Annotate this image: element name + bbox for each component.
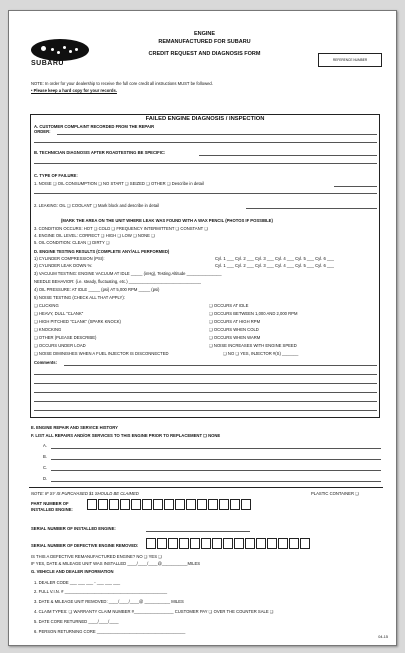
- comments-line[interactable]: [34, 374, 377, 375]
- leak-detail-line[interactable]: [246, 208, 377, 209]
- failed-engine-diagnosis-section: [30, 114, 380, 418]
- section-b-label: B. TECHNICIAN DIAGNOSIS AFTER ROADTESTING BE SPECIFIC:: [34, 150, 166, 155]
- entry-box[interactable]: [131, 499, 141, 510]
- keep-copy-note: • Please keep a hard copy for your records.: [31, 88, 117, 93]
- failure-type-leak-row[interactable]: 2. LEAKING: OIL ❑ COOLANT ❑ Mark block and describe in detail: [34, 203, 160, 208]
- section-a-order-label: ORDER:: [34, 129, 51, 134]
- entry-box[interactable]: [230, 499, 240, 510]
- section-c-label: C. TYPE OF FAILURE:: [34, 173, 78, 178]
- page-number: 04-15: [378, 635, 388, 639]
- section-e-label: E. ENGINE REPAIR AND SERVICE HISTORY: [31, 425, 118, 430]
- entry-box[interactable]: [120, 499, 130, 510]
- entry-box[interactable]: [157, 538, 167, 549]
- entry-box[interactable]: [142, 499, 152, 510]
- plastic-container-checkbox[interactable]: PLASTIC CONTAINER ❑: [311, 491, 359, 496]
- entry-box[interactable]: [278, 538, 288, 549]
- oil-level-row[interactable]: 4. ENGINE OIL LEVEL: CORRECT ❑ HIGH ❑ LOW ❑ NONE ❑: [34, 233, 155, 238]
- noise-detail-line[interactable]: [334, 186, 377, 187]
- section-a-label: A. CUSTOMER COMPLAINT RECORDED FROM THE REPAIR: [34, 124, 155, 129]
- entry-box[interactable]: [245, 538, 255, 549]
- compression-cylinders[interactable]: Cyl. 1 ___ Cyl. 2 ___ Cyl. 3 ___ Cyl. 4 ___ Cyl. 5 ___ Cyl. 6 ___: [215, 256, 334, 261]
- entry-box[interactable]: [146, 538, 156, 549]
- entry-box[interactable]: [234, 538, 244, 549]
- diagnosis-line-1[interactable]: [199, 155, 377, 156]
- entry-box[interactable]: [256, 538, 266, 549]
- purchase-note: NOTE: IF SY IS PURCHASED $1 SHOULD BE CLAIMED: [31, 491, 139, 496]
- noise-option-left[interactable]: ❑ HEAVY, DULL "CLANK": [34, 311, 84, 316]
- form-page: [8, 10, 397, 646]
- section-f-label[interactable]: F. LIST ALL REPAIRS AND/OR SERVICES TO THIS ENGINE PRIOR TO REPLACEMENT ❑ NONE: [31, 433, 221, 438]
- noise-option-right[interactable]: ❑ OCCURS BETWEEN 1,000 AND 2,000 RPM: [209, 311, 298, 316]
- header-line-1: ENGINE: [193, 31, 216, 37]
- vacuum-testing-row[interactable]: 3) VACUUM TESTING: ENGINE VACUUM AT IDLE _____ (inHg), Testing Altitude _______________: [34, 271, 222, 276]
- part-number-label-2: INSTALLED ENGINE:: [31, 507, 73, 512]
- entry-box[interactable]: [219, 499, 229, 510]
- entry-box[interactable]: [153, 499, 163, 510]
- serial-installed-label: SERIAL NUMBER OF INSTALLED ENGINE:: [31, 526, 116, 531]
- entry-box[interactable]: [98, 499, 108, 510]
- noise-option-right[interactable]: ❑ OCCURS WHEN COLD: [209, 327, 259, 332]
- entry-box[interactable]: [186, 499, 196, 510]
- noise-option-left[interactable]: ❑ KNOCKING: [34, 327, 62, 332]
- oil-pressure-row[interactable]: 4) OIL PRESSURE: AT IDLE _____ (psi) AT 5,000 RPM _____ (psi): [34, 287, 160, 292]
- diagnosis-line-2[interactable]: [34, 163, 377, 164]
- entry-box[interactable]: [208, 499, 218, 510]
- repair-letter: D.: [43, 476, 48, 481]
- complaint-line-1[interactable]: [57, 134, 377, 135]
- repair-line[interactable]: [51, 459, 381, 460]
- repair-line[interactable]: [51, 470, 381, 471]
- reference-number-box[interactable]: REFERENCE NUMBER: [318, 53, 382, 67]
- compression-label: 1) CYLINDER COMPRESSION (PSI):: [34, 256, 105, 261]
- comments-line[interactable]: [34, 410, 377, 411]
- entry-box[interactable]: [179, 538, 189, 549]
- entry-box[interactable]: [197, 499, 207, 510]
- noise-option-right[interactable]: ❑ OCCURS AT HIGH RPM: [209, 319, 261, 324]
- noise-option-right[interactable]: ❑ NO ❑ YES, INJECTOR #(S) _______: [223, 351, 299, 356]
- entry-box[interactable]: [87, 499, 97, 510]
- entry-box[interactable]: [300, 538, 310, 549]
- noise-option-right[interactable]: ❑ NOISE INCREASES WITH ENGINE SPEED: [209, 343, 297, 348]
- condition-occurs-row[interactable]: 3. CONDITION OCCURS: HOT ❑ COLD ❑ FREQUENCY INTERMITTENT ❑ CONSTANT ❑: [34, 226, 208, 231]
- serial-installed-line[interactable]: [146, 531, 250, 532]
- noise-option-right[interactable]: ❑ OCCURS WHEN WARM: [209, 335, 261, 340]
- section-divider: [29, 487, 383, 488]
- noise-testing-label: 5) NOISE TESTING (CHECK ALL THAT APPLY):: [34, 295, 125, 300]
- install-date-row[interactable]: IF YES, DATE & MILEAGE UNIT WAS INSTALLED ____/____/____@___________MILES: [31, 561, 201, 566]
- entry-box[interactable]: [267, 538, 277, 549]
- section-d-label: D. ENGINE TESTING RESULTS (COMPLETE ANY/ALL PERFORMED): [34, 249, 170, 254]
- diagnosis-title: FAILED ENGINE DIAGNOSIS / INSPECTION: [145, 116, 265, 122]
- noise-option-left[interactable]: ❑ CLICKING: [34, 303, 59, 308]
- entry-box[interactable]: [190, 538, 200, 549]
- noise-option-left[interactable]: ❑ HIGH PITCHED "CLANK" (SPARK KNOCK): [34, 319, 121, 324]
- needle-behavior-row[interactable]: NEEDLE BEHAVIOR: (i.e. steady, fluctuating, etc.) _______________________________: [34, 279, 201, 284]
- brand-name: SUBARU: [31, 60, 64, 67]
- entry-box[interactable]: [168, 538, 178, 549]
- claim-types-row[interactable]: 4. CLAIM TYPES: ❑ WARRANTY CLAIM NUMBER #_________________ CUSTOMER PAY ❑ OVER THE COUNTER SALE ❑: [34, 609, 274, 614]
- person-returning-row[interactable]: 6. PERSON RETURNING CORE ______________________________________: [34, 629, 186, 634]
- section-g-label: G. VEHICLE AND DEALER INFORMATION: [31, 569, 114, 574]
- failure-line-2[interactable]: [34, 193, 377, 194]
- comments-line[interactable]: [34, 383, 377, 384]
- comments-line[interactable]: [64, 365, 377, 366]
- entry-box[interactable]: [223, 538, 233, 549]
- subaru-stars-icon: [31, 39, 89, 61]
- entry-box[interactable]: [109, 499, 119, 510]
- noise-option-left[interactable]: ❑ OCCURS UNDER LOAD: [34, 343, 86, 348]
- repair-line[interactable]: [51, 481, 381, 482]
- vin-row[interactable]: 2. FULL V.I.N. # ____________________________________________: [34, 589, 168, 594]
- entry-box[interactable]: [175, 499, 185, 510]
- repair-letter: C.: [43, 465, 48, 470]
- noise-option-left[interactable]: ❑ OTHER (PLEASE DESCRIBE): [34, 335, 97, 340]
- dealer-code-row[interactable]: 1. DEALER CODE ___ ___ ___ - ___ ___ ___: [34, 580, 121, 585]
- complaint-line-2[interactable]: [34, 142, 377, 143]
- failure-type-noise-row[interactable]: 1. NOISE ❑ OIL CONSUMPTION ❑ NO START ❑ SEIZED ❑ OTHER ❑ Describe in detail: [34, 181, 204, 186]
- leak-down-cylinders[interactable]: Cyl. 1 ___ Cyl. 2 ___ Cyl. 3 ___ Cyl. 4 ___ Cyl. 5 ___ Cyl. 6 ___: [215, 263, 334, 268]
- serial-defective-label: SERIAL NUMBER OF DEFECTIVE ENGINE REMOVED:: [31, 543, 139, 548]
- part-number-label: PART NUMBER OF: [31, 501, 69, 506]
- noise-option-left[interactable]: ❑ NOISE DIMINISHES WHEN A FUEL INJECTOR IS DISCONNECTED: [34, 351, 169, 356]
- comments-label: Comments:: [34, 360, 58, 365]
- entry-box[interactable]: [201, 538, 211, 549]
- repair-letter: A.: [43, 443, 47, 448]
- wax-pencil-instruction: (MARK THE AREA ON THE UNIT WHERE LEAK WAS FOUND WITH A WAX PENCIL (PHOTOS IF POSSIBLE): [61, 218, 273, 223]
- entry-box[interactable]: [289, 538, 299, 549]
- leak-down-label: 2) CYLINDER LEAK DOWN %:: [34, 263, 93, 268]
- entry-box[interactable]: [164, 499, 174, 510]
- form-title: CREDIT REQUEST AND DIAGNOSIS FORM: [148, 51, 261, 57]
- comments-line[interactable]: [34, 401, 377, 402]
- entry-box[interactable]: [241, 499, 251, 510]
- repair-letter: B.: [43, 454, 47, 459]
- defective-question[interactable]: IS THIS A DEFECTIVE REMANUFACTURED ENGINE? NO ❑ YES ❑: [31, 554, 162, 559]
- comments-line[interactable]: [34, 392, 377, 393]
- header-line-2: REMANUFACTURED FOR SUBARU: [158, 39, 251, 45]
- oil-condition-row[interactable]: 5. OIL CONDITION: CLEAN ❑ DIRTY ❑: [34, 240, 110, 245]
- instruction-note: NOTE: In order for your dealership to receive the full core credit all instructions MUST be followed.: [31, 81, 213, 86]
- date-removed-row[interactable]: 3. DATE & MILEAGE UNIT REMOVED: ____/____/____@ ___________ MILES: [34, 599, 184, 604]
- repair-line[interactable]: [51, 448, 381, 449]
- entry-box[interactable]: [212, 538, 222, 549]
- date-core-returned-row[interactable]: 5. DATE CORE RETURNED ____/____/____: [34, 619, 119, 624]
- noise-option-right[interactable]: ❑ OCCURS AT IDLE: [209, 303, 249, 308]
